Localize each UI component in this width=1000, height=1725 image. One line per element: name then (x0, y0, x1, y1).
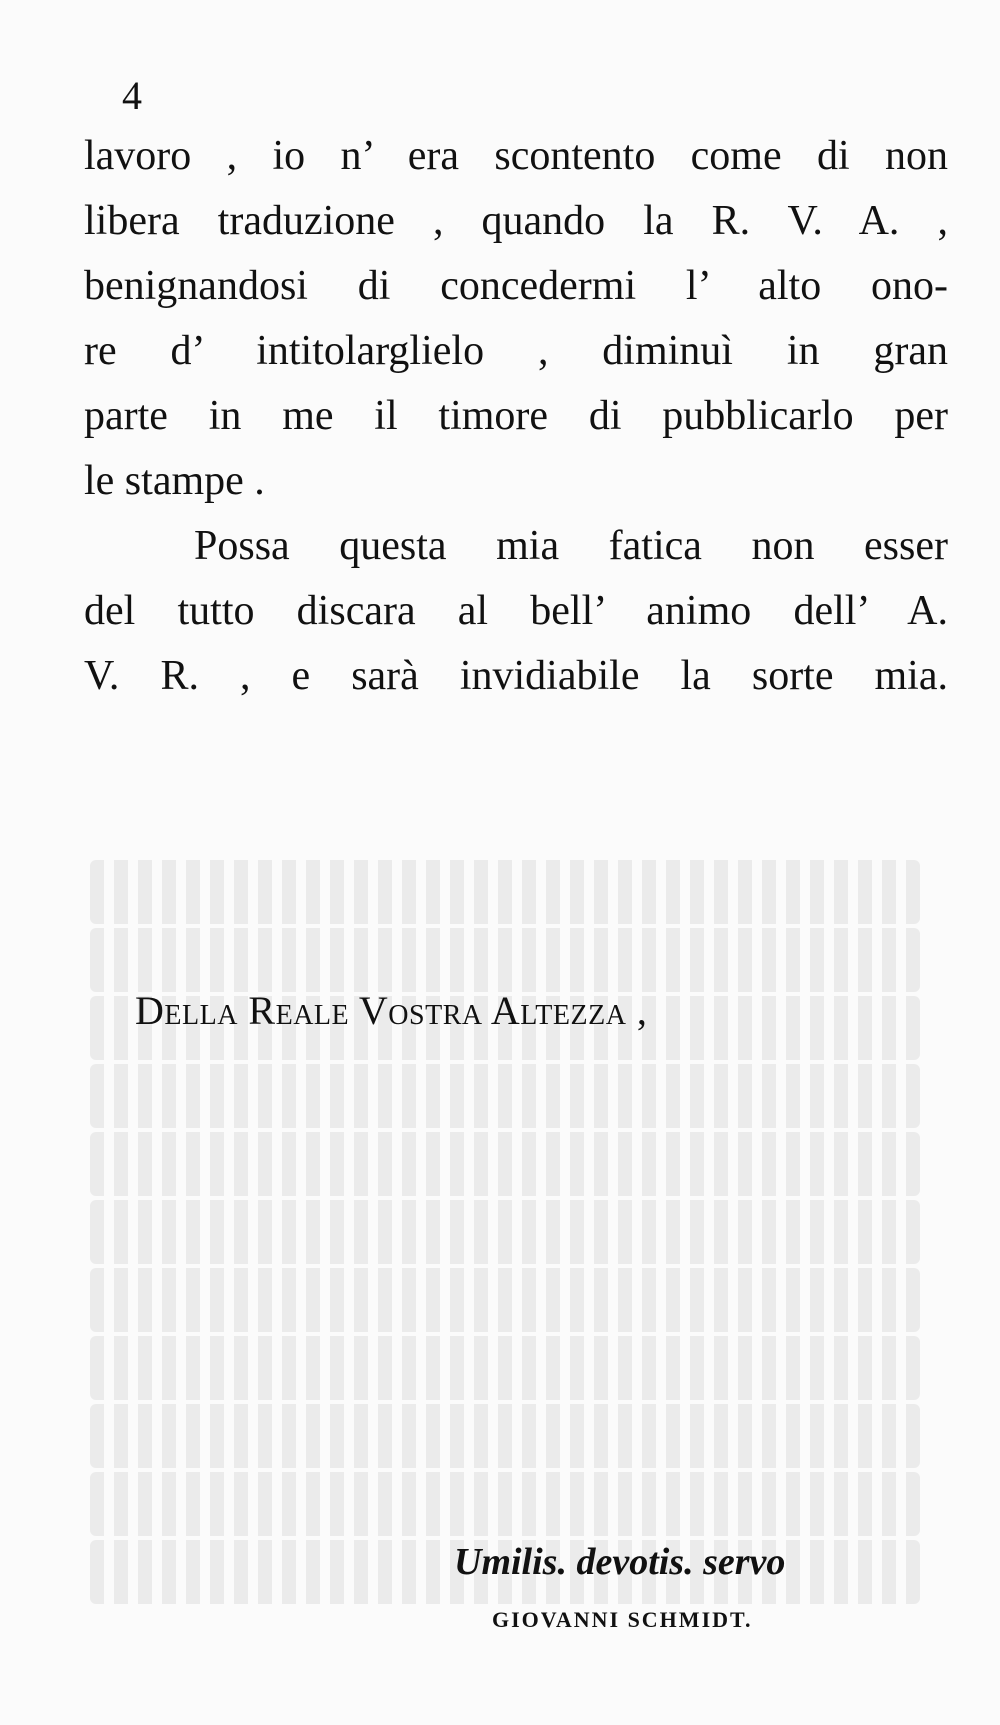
salutation: Della Reale Vostra Altezza , (135, 988, 648, 1033)
page-number: 4 (122, 73, 142, 118)
closing-formula: Umilis. devotis. servo (454, 1541, 786, 1583)
text-line: parte in me il timore di pubblicarlo per (84, 393, 948, 439)
text-line: re d’ intitolarglielo , diminuì in gran (84, 328, 948, 374)
text-line: del tutto discara al bell’ animo dell’ A. (84, 588, 948, 634)
text-line: lavoro , io n’ era scontento come di non (84, 133, 948, 179)
body-paragraphs (84, 124, 948, 709)
text-line: benignandosi di concedermi l’ alto ono- (84, 263, 948, 309)
text-line: V. R. , e sarà invidiabile la sorte mia. (84, 653, 948, 699)
text-line: Possa questa mia fatica non esser (194, 523, 948, 569)
text-line: le stampe . (84, 458, 265, 504)
signature: GIOVANNI SCHMIDT. (492, 1607, 753, 1632)
text-line: libera traduzione , quando la R. V. A. , (84, 198, 948, 244)
